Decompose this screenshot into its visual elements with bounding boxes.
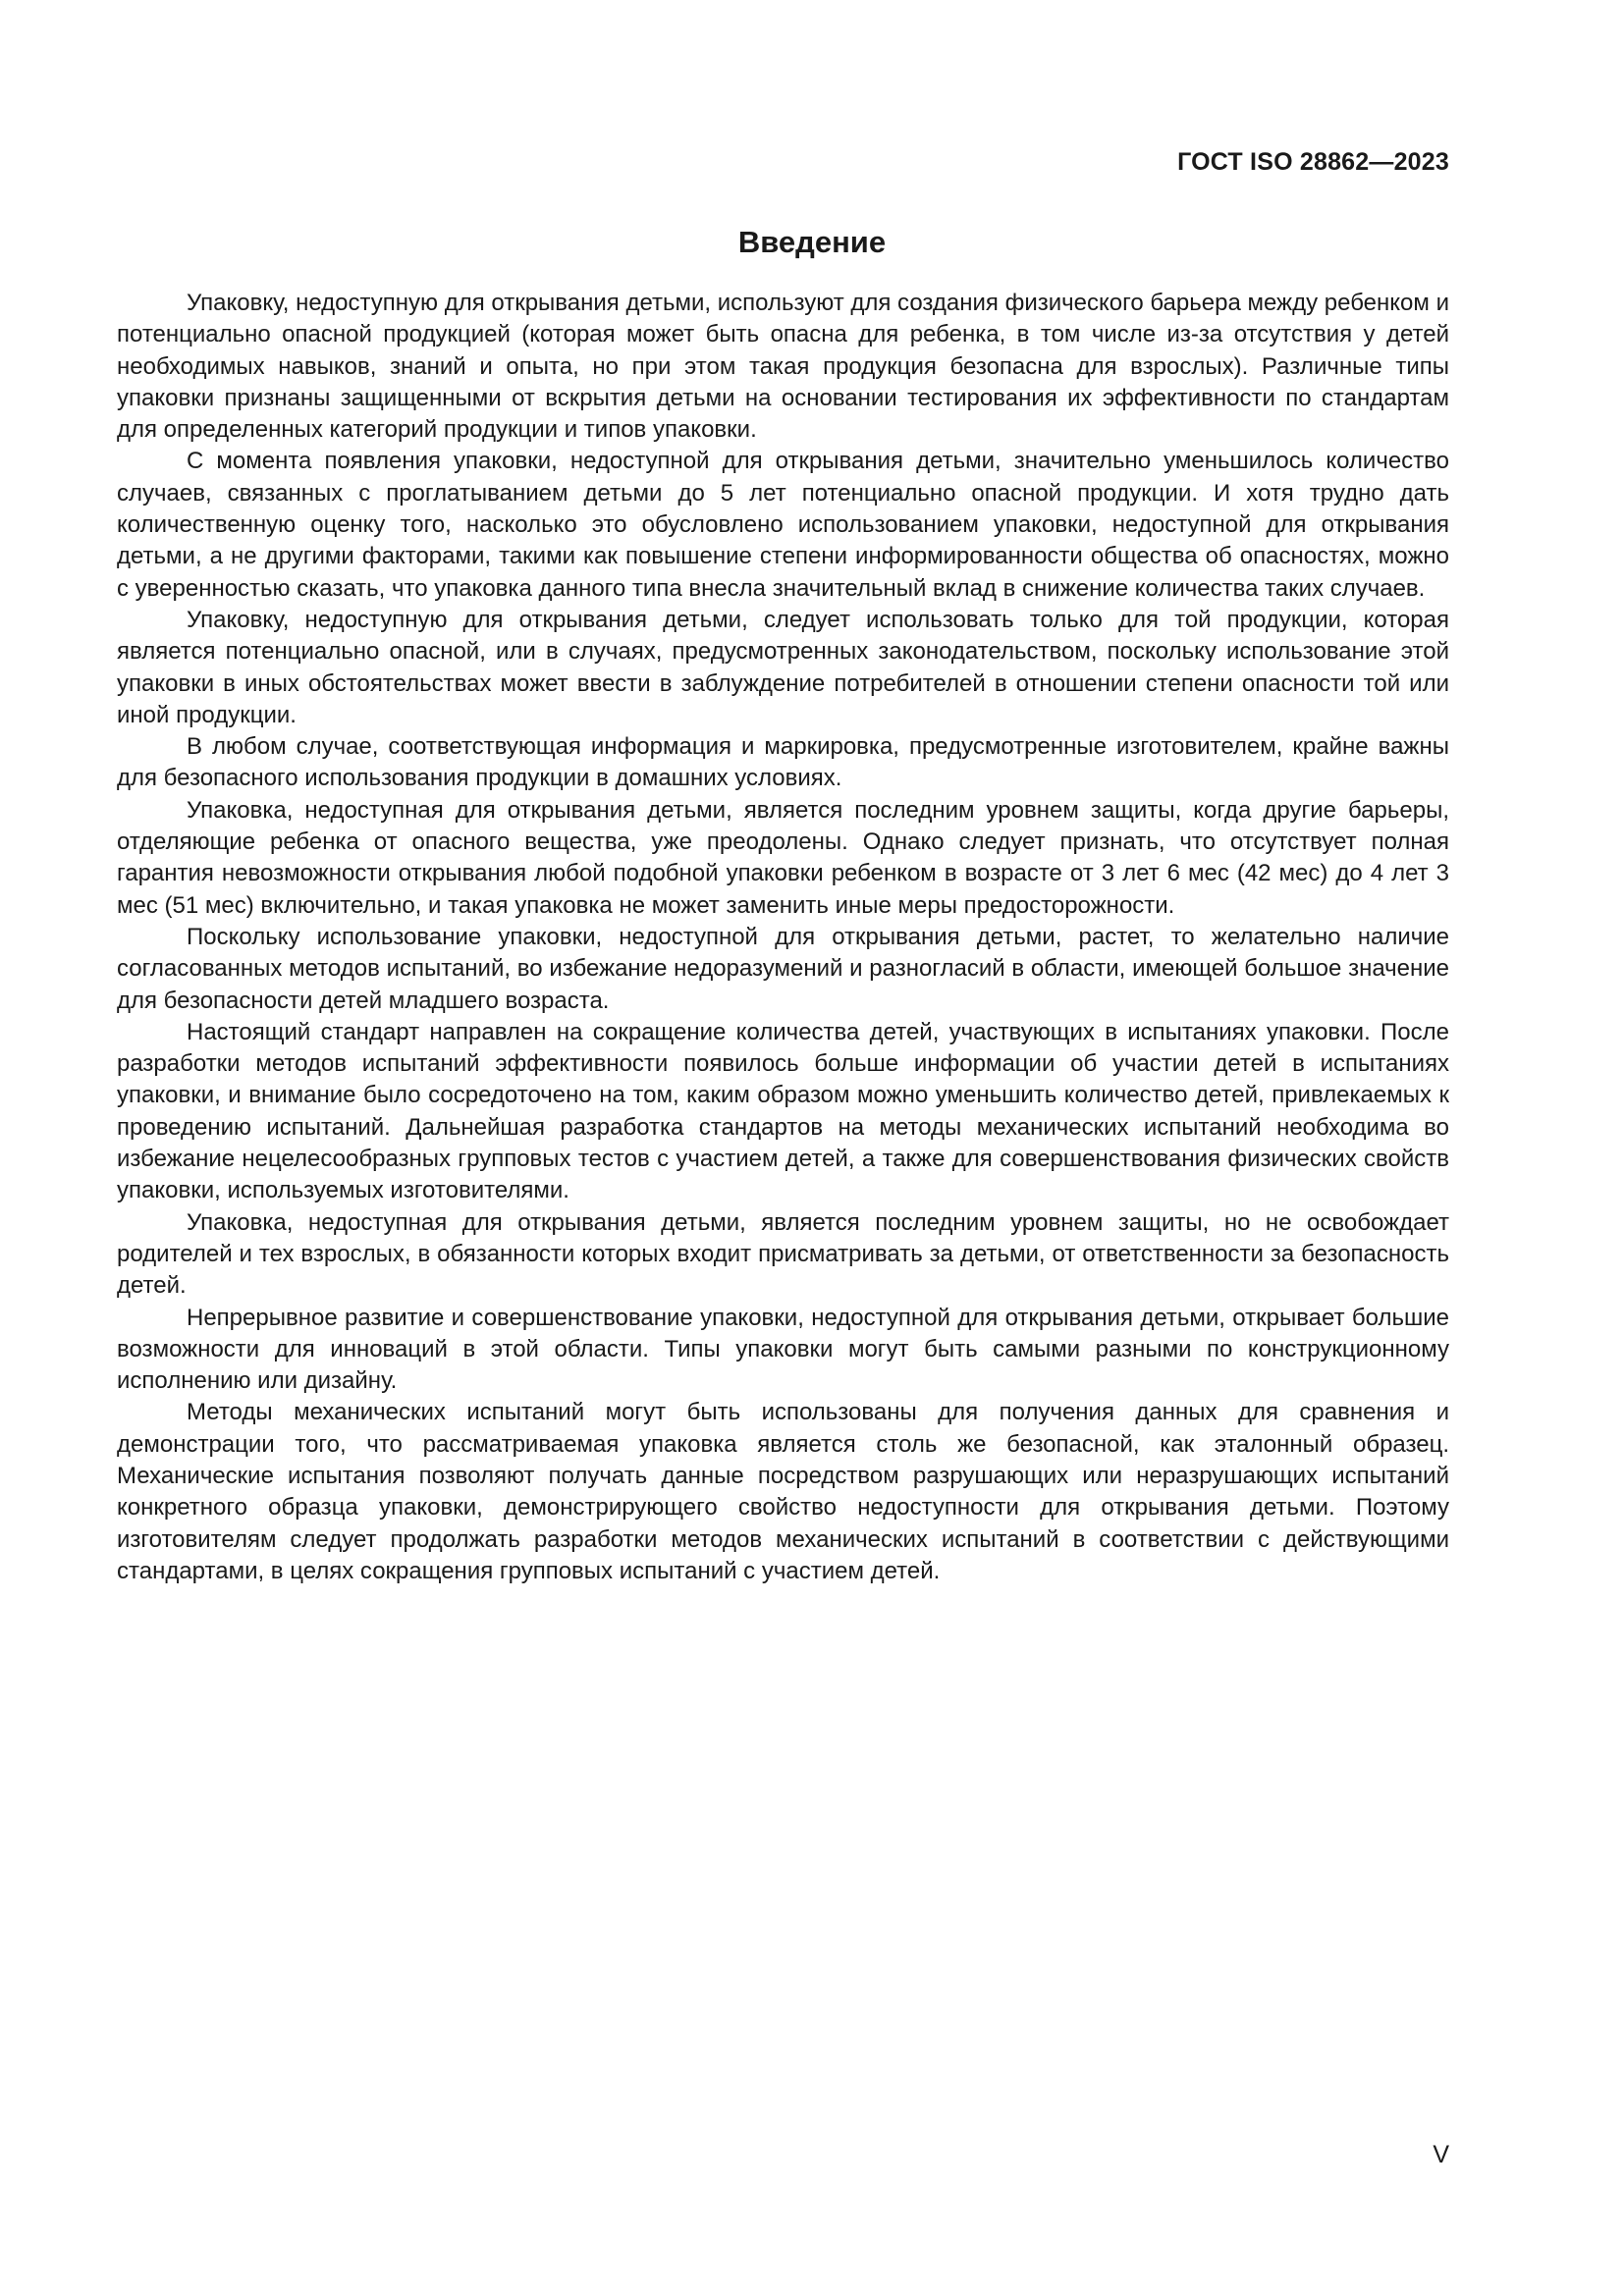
section-title: Введение [737,225,887,259]
paragraph-2: С момента появления упаковки, недоступной для открывания детьми, значительно уменьшилось количество случаев, связанных с проглатыванием детьми до 5 лет потенциально опасной продукции. И хотя трудно дать количественную оценку того, насколько это обусловлено использованием упаковки, недоступной для открывания детьми, а не другими факторами, такими как повышение степени информированности общества об опасностях, можно с уверенностью сказать, что упаковка данного типа внесла значительный вклад в снижение количества таких случаев. [117,448,1449,602]
paragraph-4: В любом случае, соответствующая информация и маркировка, предусмотренные изготовителем, крайне важны для безопасного использования продукции в домашних условиях. [117,733,1449,792]
paragraph-9: Непрерывное развитие и совершенствование упаковки, недоступной для открывания детьми, открывает большие возможности для инноваций в этой области. Типы упаковки могут быть самыми разными по конструкционному исполнению или дизайну. [117,1304,1449,1395]
paragraph-1: Упаковку, недоступную для открывания детьми, используют для создания физического барьера между ребенком и потенциально опасной продукцией (которая может быть опасна для ребенка, в том числе из-за отсутствия у детей необходимых навыков, знаний и опыта, но при этом такая продукция безопасна для взрослых). Различные типы упаковки признаны защищенными от вскрытия детьми на основании тестирования их эффективности по стандартам для определенных категорий продукции и типов упаковки. [117,290,1449,444]
paragraph-3: Упаковку, недоступную для открывания детьми, следует использовать только для той продукции, которая является потенциально опасной, или в случаях, предусмотренных законодательством, поскольку использование этой упаковки в иных обстоятельствах может ввести в заблуждение потребителей в отношении степени опасности той или иной продукции. [117,606,1449,728]
paragraph-5: Упаковка, недоступная для открывания детьми, является последним уровнем защиты, когда другие барьеры, отделяющие ребенка от опасного вещества, уже преодолены. Однако следует признать, что отсутствует полная гарантия невозможности открывания любой подобной упаковки ребенком в возрасте от 3 лет 6 мес (42 мес) до 4 лет 3 мес (51 мес) включительно, и такая упаковка не может заменить иные меры предосторожности. [117,796,1449,919]
paragraph-7: Настоящий стандарт направлен на сокращение количества детей, участвующих в испытаниях упаковки. После разработки методов испытаний эффективности появилось больше информации об участии детей в испытаниях упаковки, и внимание было сосредоточено на том, каким образом можно уменьшить количество детей, привлекаемых к проведению испытаний. Дальнейшая разработка стандартов на методы механических испытаний необходима во избежание нецелесообразных групповых тестов с участием детей, а также для совершенствования физических свойств упаковки, используемых изготовителями. [117,1018,1449,1204]
body-text [117,288,1449,1587]
paragraph-10: Методы механических испытаний могут быть использованы для получения данных для сравнения и демонстрации того, что рассматриваемая упаковка является столь же безопасной, как эталонный образец. Механические испытания позволяют получать данные посредством разрушающих или неразрушающих испытаний конкретного образца упаковки, демонстрирующего свойство недоступности для открывания детьми. Поэтому изготовителям следует продолжать разработки методов механических испытаний в соответствии с действующими стандартами, в целях сокращения групповых испытаний с участием детей. [117,1399,1449,1584]
page-number: V [1433,2141,1449,2168]
paragraph-8: Упаковка, недоступная для открывания детьми, является последним уровнем защиты, но не освобождает родителей и тех взрослых, в обязанности которых входит присматривать за детьми, от ответственности за безопасность детей. [117,1208,1449,1300]
document-code: ГОСТ ISO 28862—2023 [1177,148,1449,176]
paragraph-6: Поскольку использование упаковки, недоступной для открывания детьми, растет, то желательно наличие согласованных методов испытаний, во избежание недоразумений и разногласий в области, имеющей большое значение для безопасности детей младшего возраста. [117,923,1449,1014]
